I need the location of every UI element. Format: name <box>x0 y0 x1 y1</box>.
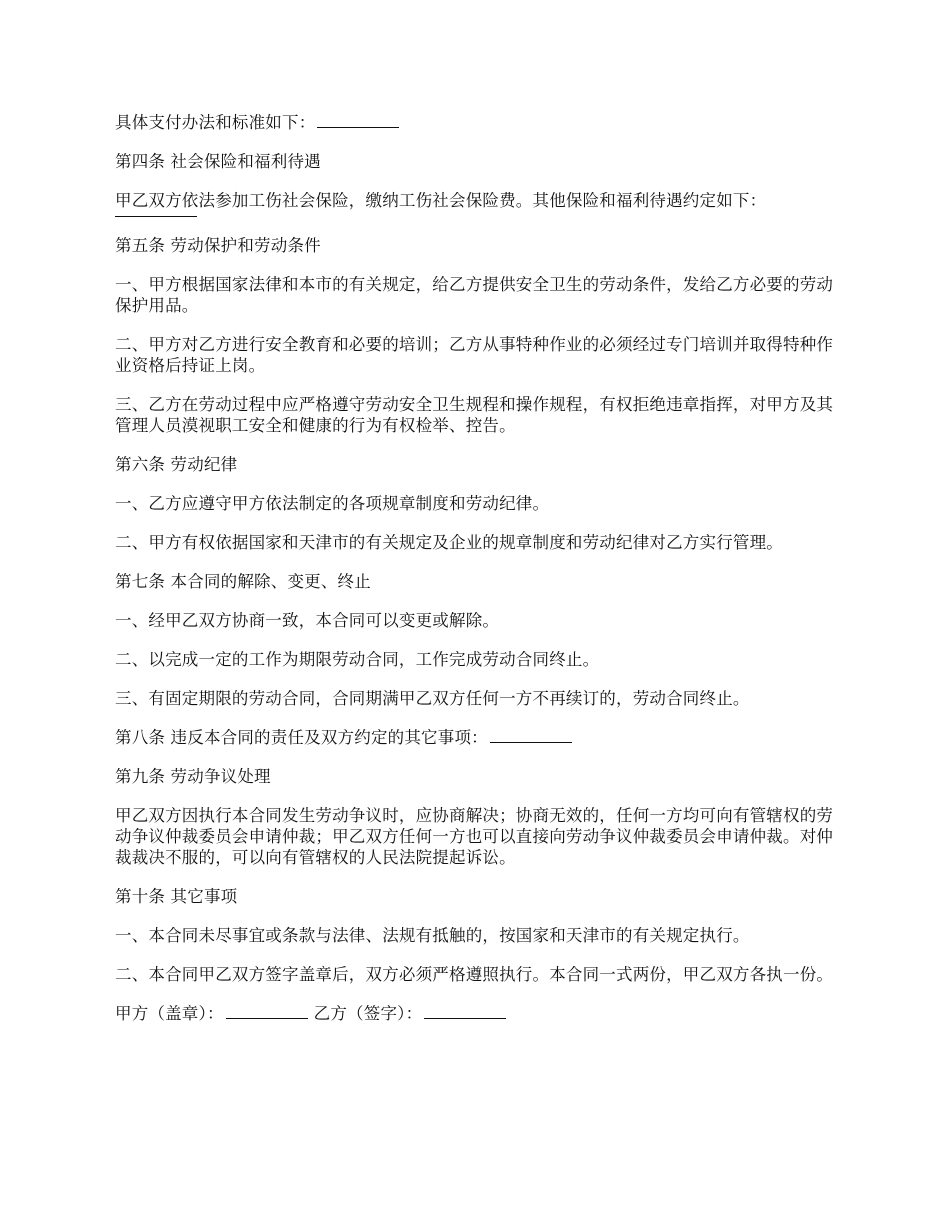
party-b-signature-blank[interactable] <box>424 1003 506 1019</box>
article-4-paragraph <box>115 190 840 217</box>
article-7-title: 第七条 本合同的解除、变更、终止 <box>115 572 371 591</box>
article-4-title: 第四条 社会保险和福利待遇 <box>115 152 321 171</box>
payment-method-text: 具体支付办法和标准如下： <box>115 113 316 132</box>
payment-method-blank[interactable] <box>317 112 399 128</box>
article-6-item-2: 二、甲方有权依据国家和天津市的有关规定及企业的规章制度和劳动纪律对乙方实行管理。 <box>115 533 783 552</box>
contract-page <box>115 112 840 1042</box>
article-6-title: 第六条 劳动纪律 <box>115 455 238 474</box>
article-10-title: 第十条 其它事项 <box>115 887 238 906</box>
article-5-item-2: 二、甲方对乙方进行安全教育和必要的培训；乙方从事特种作业的必须经过专门培训并取得特种作业资格后持证上岗。 <box>115 335 834 375</box>
article-5-item-3: 三、乙方在劳动过程中应严格遵守劳动安全卫生规程和操作规程，有权拒绝违章指挥，对甲方及其管理人员漠视职工安全和健康的行为有权检举、控告。 <box>115 395 834 435</box>
article-7-item-1: 一、经甲乙双方协商一致，本合同可以变更或解除。 <box>115 611 500 630</box>
article-7-item-2: 二、以完成一定的工作为期限劳动合同，工作完成劳动合同终止。 <box>115 650 600 669</box>
article-8-title: 第八条 违反本合同的责任及双方约定的其它事项： <box>115 728 488 747</box>
payment-method-line <box>115 112 840 133</box>
article-5-title: 第五条 劳动保护和劳动条件 <box>115 236 321 255</box>
article-9-paragraph: 甲乙双方因执行本合同发生劳动争议时，应协商解决；协商无效的，任何一方均可向有管辖权的劳动争议仲裁委员会申请仲裁；甲乙双方任何一方也可以直接向劳动争议仲裁委员会申请仲裁。对仲裁裁决不服的，可以向有管辖权的人民法院提起诉讼。 <box>115 806 834 867</box>
article-8-line <box>115 727 840 748</box>
party-a-signature-blank[interactable] <box>226 1003 308 1019</box>
article-4-text: 甲乙双方依法参加工伤社会保险，缴纳工伤社会保险费。其他保险和福利待遇约定如下： <box>115 191 767 210</box>
party-b-label: 乙方（签字）： <box>313 1004 423 1023</box>
article-10-item-2: 二、本合同甲乙双方签字盖章后，双方必须严格遵照执行。本合同一式两份，甲乙双方各执一份。 <box>115 965 834 984</box>
signature-row <box>115 1003 840 1024</box>
article-7-item-3: 三、有固定期限的劳动合同，合同期满甲乙双方任何一方不再续订的，劳动合同终止。 <box>115 689 750 708</box>
article-9-title: 第九条 劳动争议处理 <box>115 767 271 786</box>
article-4-blank[interactable] <box>115 215 197 217</box>
article-8-blank[interactable] <box>490 727 572 743</box>
party-a-label: 甲方（盖章）： <box>115 1004 224 1023</box>
article-5-item-1: 一、甲方根据国家法律和本市的有关规定，给乙方提供安全卫生的劳动条件，发给乙方必要的劳动保护用品。 <box>115 275 834 315</box>
article-6-item-1: 一、乙方应遵守甲方依法制定的各项规章制度和劳动纪律。 <box>115 494 550 513</box>
article-10-item-1: 一、本合同未尽事宜或条款与法律、法规有抵触的，按国家和天津市的有关规定执行。 <box>115 926 750 945</box>
